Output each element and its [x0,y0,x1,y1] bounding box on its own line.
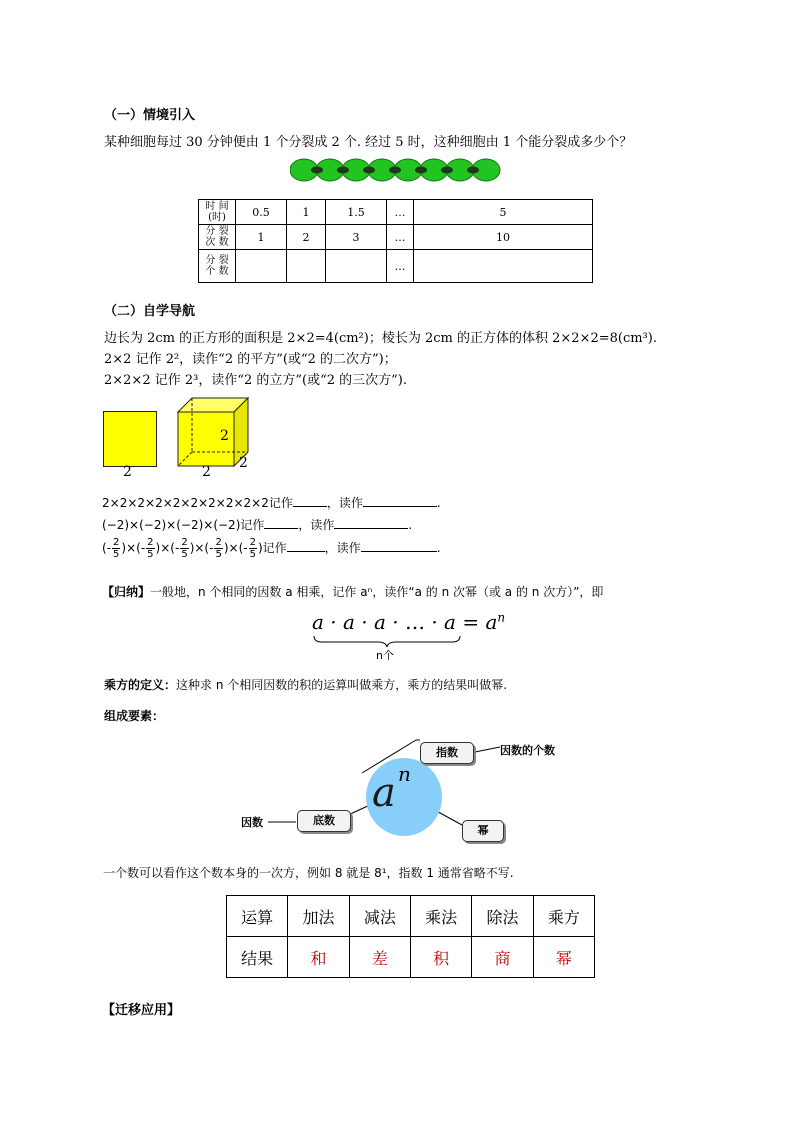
definition [104,676,507,693]
table-row [199,200,593,225]
exercise-1-expr: 2×2×2×2×2×2×2×2×2×2 [102,496,269,510]
ops-result: 积 [410,937,471,978]
record-word: 记作 [268,496,293,510]
intro-line-2: 2×2 记作 2²，读作“2 的平方”(或“2 的二次方”)； [104,352,397,367]
row-label-count: 分 裂 个 数 [199,250,236,283]
table-cell: 10 [414,225,593,250]
minus-sign: - [106,541,112,555]
section-heading-3: 【迁移应用】 [102,1003,181,1018]
cube-depth-label: 2 [239,455,248,471]
fraction [249,537,257,560]
ops-header: 减法 [349,896,410,937]
ops-header: 运算 [227,896,288,937]
answer-blank[interactable] [363,506,437,507]
fraction-den: 5 [215,549,222,560]
ops-result: 商 [472,937,533,978]
formula-left: a · a · a · … · a [312,610,456,634]
summary-text: 一般地，n 个相同的因数 a 相乘，记作 aⁿ，读作“a 的 n 次幂（或 a 的 n 次方）”，即 [150,585,604,599]
power-formula [312,610,505,634]
times: )×( [223,541,244,555]
times: )×( [121,541,141,555]
exponent-symbol: n [398,762,411,786]
table-cell: 5 [414,200,593,225]
table-cell [414,250,593,283]
exercise-3 [102,537,441,560]
answer-blank[interactable] [334,528,408,529]
minus-sign: - [243,541,248,555]
fraction-den: 5 [249,549,256,560]
base-symbol: a [372,770,396,816]
ops-result: 和 [288,937,349,978]
table-cell [326,250,387,283]
fraction [214,537,222,560]
row-label-time: 时 间 (时) [199,200,236,225]
table-cell: 0.5 [236,200,287,225]
table-cell [287,250,326,283]
power-box: 幂 [462,820,504,842]
definition-text: 这种求 n 个相同因数的积的运算叫做乘方，乘方的结果叫做幂. [176,678,508,692]
record-word: 记作 [262,541,287,555]
intro-line-1: 边长为 2cm 的正方形的面积是 2×2=4(cm²)；棱长为 2cm 的正方体的体积 2×2×2=8(cm³). [104,331,657,346]
fraction-num: 2 [215,537,222,548]
fraction [112,537,120,560]
formula-eq: = a [455,610,498,634]
definition-label: 乘方的定义： [104,678,177,692]
formula-exp: n [497,610,506,625]
answer-blank[interactable] [287,551,325,552]
table-cell: 1 [236,225,287,250]
yellow-square [103,411,157,467]
components-label: 组成要素： [104,709,165,723]
answer-blank[interactable] [293,506,327,507]
fraction-num: 2 [147,537,154,548]
square-side-label: 2 [123,464,132,480]
results-label: 结果 [227,937,288,978]
section-heading-1: （一）情境引入 [104,108,196,123]
table-row [227,937,595,978]
read-word: ，读作 [326,496,363,510]
exponent-desc: 因数的个数 [500,744,555,757]
question-text: 某种细胞每过 30 分钟便由 1 个分裂成 2 个. 经过 5 时，这种细胞由 1 个能分裂成多少个？ [104,135,633,150]
exponent-box: 指数 [420,742,474,764]
period: . [436,496,441,510]
period: . [408,518,413,532]
base-box: 底数 [297,810,351,832]
cell-chain-illustration [290,158,502,182]
table-cell: … [387,250,414,283]
table-cell [236,250,287,283]
times: )×( [155,541,175,555]
formula-underbrace [312,634,462,648]
exercise-2-expr: (−2)×(−2)×(−2)×(−2) [102,518,241,532]
fraction [146,537,154,560]
formula-under-label: n个 [376,649,394,662]
ops-header: 乘方 [533,896,594,937]
fraction-den: 5 [113,549,120,560]
fraction-num: 2 [113,537,120,548]
answer-blank[interactable] [361,551,437,552]
period: . [436,541,441,555]
ops-header: 乘法 [410,896,471,937]
minus-sign: - [140,541,146,555]
paren-open: ( [102,541,107,555]
base-desc: 因数 [241,816,263,829]
cell-division-table [198,199,593,283]
row-label-splits: 分 裂 次 数 [199,225,236,250]
table-row [199,225,593,250]
summary [102,583,603,600]
record-word: 记作 [240,518,265,532]
table-cell: … [387,225,414,250]
minus-sign: - [174,541,180,555]
note-text: 一个数可以看作这个数本身的一次方，例如 8 就是 8¹，指数 1 通常省略不写. [103,866,514,880]
ops-header: 除法 [472,896,533,937]
table-row [227,896,595,937]
ops-header: 加法 [288,896,349,937]
cube-height-label: 2 [220,428,229,444]
fraction [180,537,188,560]
exercise-1 [102,494,441,511]
section-heading-2: （二）自学导航 [104,304,196,319]
read-word: ，读作 [298,518,335,532]
table-row [199,250,593,283]
table-cell: 1 [287,200,326,225]
times: )×( [189,541,210,555]
exercise-2 [102,516,412,533]
ops-result: 幂 [533,937,594,978]
fraction-num: 2 [181,537,188,548]
operations-table [226,895,595,978]
read-word: ，读作 [324,541,361,555]
table-cell: … [387,200,414,225]
fraction-den: 5 [147,549,154,560]
answer-blank[interactable] [264,528,298,529]
intro-line-3: 2×2×2 记作 2³，读作“2 的立方”(或“2 的三次方”). [104,373,408,388]
table-cell: 1.5 [326,200,387,225]
table-cell: 2 [287,225,326,250]
fraction-den: 5 [181,549,188,560]
fraction-num: 2 [249,537,256,548]
ops-result: 差 [349,937,410,978]
minus-sign: - [209,541,214,555]
cube-width-label: 2 [202,464,211,480]
summary-label: 【归纳】 [102,585,151,599]
table-cell: 3 [326,225,387,250]
paren-close: ) [257,541,263,555]
